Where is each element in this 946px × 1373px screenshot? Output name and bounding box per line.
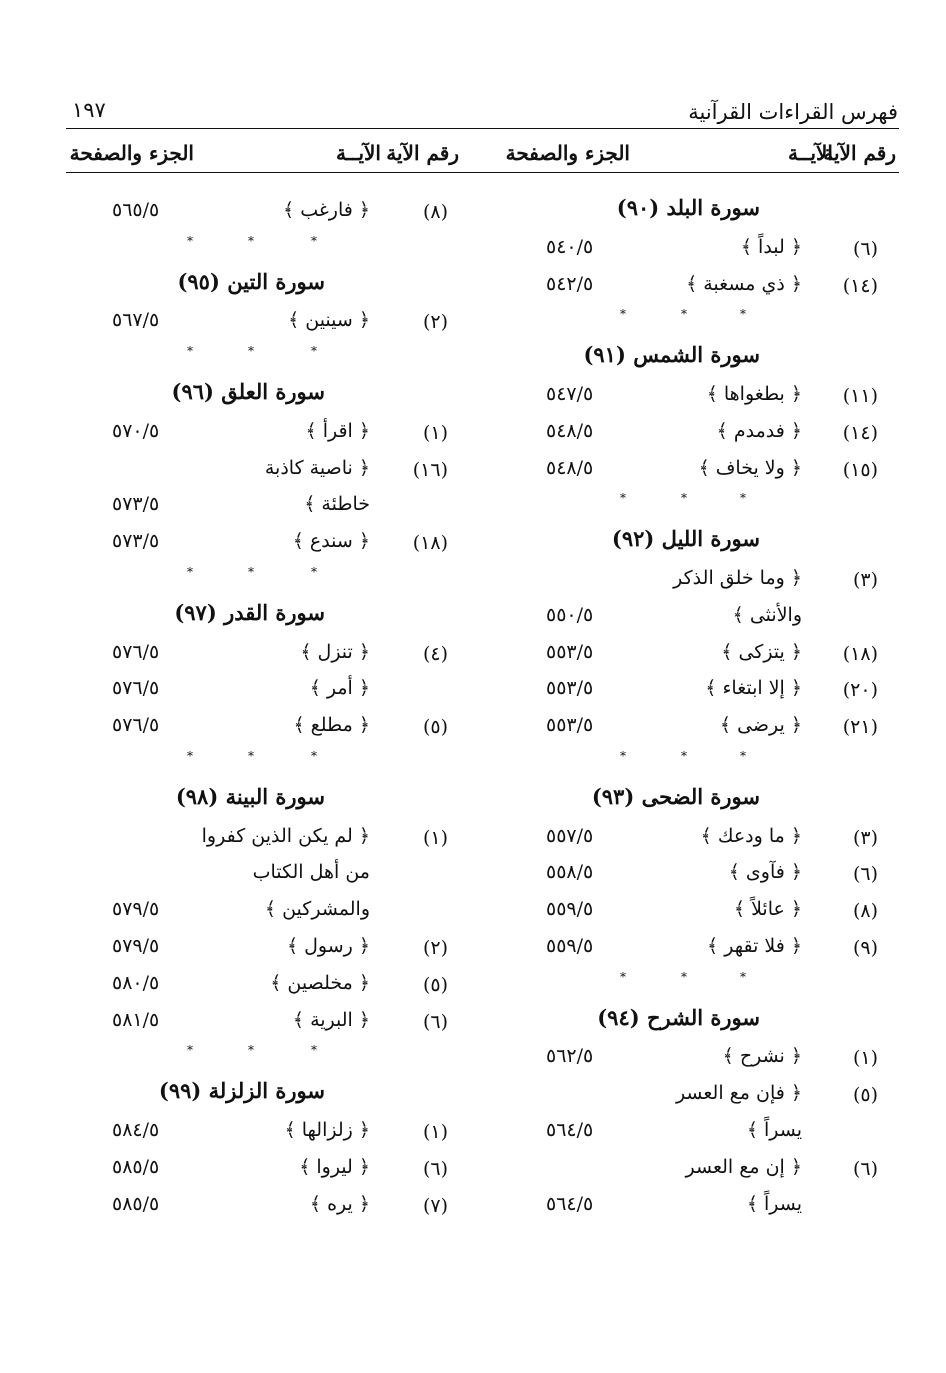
part-page-ref: ٥٨٥/٥ (112, 1155, 160, 1178)
verse-number: (٨) (852, 900, 878, 923)
verse-number: (٦) (852, 863, 878, 886)
index-row (60, 641, 480, 677)
verse-text: ﴿ فدمدم ﴾ (716, 419, 802, 442)
verse-text: ﴿ زلزالها ﴾ (284, 1119, 370, 1141)
verse-number: (٤) (422, 642, 448, 665)
section-separator (60, 565, 480, 585)
verse-number: (٩) (852, 937, 878, 959)
verse-text: ﴿ نشرح ﴾ (722, 1045, 802, 1068)
verse-number: (١٤) (842, 274, 878, 297)
verse-text: ﴿ لبداً ﴾ (740, 235, 802, 258)
index-row (60, 1119, 480, 1155)
index-row (480, 457, 900, 493)
index-row (60, 309, 480, 345)
right-index-column (480, 0, 900, 1373)
verse-number: (١١) (842, 385, 878, 407)
verse-number: (١) (422, 826, 448, 849)
left-header-verse: الآيــة (336, 141, 381, 165)
index-row (480, 1082, 900, 1118)
right-header-verse-no: رقم الآية (823, 141, 896, 165)
part-page-ref: ٥٨٥/٥ (112, 1192, 160, 1215)
part-page-ref: ٥٤٨/٥ (546, 456, 594, 479)
verse-text: ﴿ مطلع ﴾ (293, 714, 370, 737)
part-page-ref: ٥٦٤/٥ (546, 1192, 594, 1215)
left-header-part-page: الجزء والصفحة (69, 141, 194, 165)
verse-text: ﴿ ذي مسغبة ﴾ (686, 272, 802, 295)
surah-heading: سورة الضحى (٩٣) (591, 783, 760, 809)
verse-text: ﴿ مخلصين ﴾ (270, 971, 370, 994)
part-page-ref: ٥٥٣/٥ (546, 677, 594, 700)
verse-text: ﴿ بطغواها ﴾ (706, 383, 802, 405)
index-row (60, 493, 480, 529)
verse-number: (٣) (852, 569, 878, 591)
index-row (60, 457, 480, 493)
verse-text: ﴿ ما ودعك ﴾ (700, 824, 802, 847)
index-row (60, 935, 480, 971)
section-separator (60, 749, 480, 769)
verse-number: (٥) (852, 1084, 878, 1107)
section-separator (480, 749, 900, 769)
index-row (480, 1193, 900, 1229)
index-row (480, 567, 900, 603)
separator-asterisk: * (681, 749, 687, 763)
verse-number: (١٤) (842, 421, 878, 444)
verse-number: (٨) (422, 201, 448, 223)
verse-text: يسراً ﴾ (746, 1192, 802, 1215)
index-row (60, 898, 480, 934)
index-row (480, 420, 900, 456)
part-page-ref: ٥٨٠/٥ (112, 971, 160, 994)
left-header-verse-no: رقم الآية (386, 141, 459, 165)
separator-asterisk: * (311, 565, 317, 579)
section-separator (60, 344, 480, 364)
separator-asterisk: * (248, 233, 254, 248)
verse-number: (٦) (852, 237, 878, 260)
part-page-ref: ٥٧٦/٥ (112, 677, 160, 700)
index-row (60, 199, 480, 235)
index-row (480, 861, 900, 897)
separator-asterisk: * (681, 969, 687, 984)
verse-text: ﴿ ولا يخاف ﴾ (698, 456, 802, 479)
surah-heading: سورة الزلزلة (٩٩) (158, 1078, 325, 1104)
part-page-ref: ٥٧٠/٥ (112, 419, 160, 442)
verse-number: (١٥) (842, 458, 878, 481)
separator-asterisk: * (311, 344, 317, 359)
verse-number: (٢٠) (842, 679, 878, 702)
separator-asterisk: * (740, 749, 746, 763)
separator-asterisk: * (248, 1043, 254, 1058)
index-row (480, 677, 900, 713)
index-row (60, 677, 480, 713)
verse-number: (٦) (422, 1010, 448, 1033)
verse-number: (٢) (422, 311, 448, 334)
verse-text: ﴿ سندع ﴾ (292, 530, 370, 553)
separator-asterisk: * (681, 491, 687, 506)
section-separator (480, 307, 900, 327)
verse-text: ﴿ يره ﴾ (309, 1192, 370, 1215)
index-row (60, 714, 480, 750)
index-row (60, 861, 480, 897)
separator-asterisk: * (620, 307, 626, 322)
verse-number: (٧) (422, 1194, 448, 1217)
index-row (60, 420, 480, 456)
part-page-ref: ٥٧٩/٥ (112, 898, 160, 921)
verse-number: (١) (422, 1121, 448, 1143)
index-row (60, 1156, 480, 1192)
part-page-ref: ٥٥٠/٥ (546, 603, 594, 626)
index-row (60, 530, 480, 566)
surah-heading: سورة الليل (٩٢) (611, 526, 760, 552)
running-header-title: فهرس القراءات القرآنية (688, 100, 898, 124)
verse-number: (١) (852, 1047, 878, 1070)
verse-text: ﴿ سينين ﴾ (288, 309, 370, 332)
separator-asterisk: * (620, 749, 626, 763)
separator-asterisk: * (311, 1043, 317, 1058)
part-page-ref: ٥٦٧/٥ (112, 309, 160, 332)
verse-number: (١٨) (842, 642, 878, 665)
verse-text: ﴿ لم يكن الذين كفروا (201, 824, 370, 847)
separator-asterisk: * (311, 749, 317, 763)
verse-text: ﴿ فلا تقهر ﴾ (707, 935, 802, 957)
part-page-ref: ٥٥٩/٥ (546, 898, 594, 921)
separator-asterisk: * (187, 565, 193, 579)
part-page-ref: ٥٧٣/٥ (112, 530, 160, 553)
verse-text: خاطئة ﴾ (304, 493, 370, 516)
verse-text: ﴿ اقرأ ﴾ (305, 419, 370, 442)
separator-asterisk: * (248, 344, 254, 359)
separator-asterisk: * (187, 233, 193, 248)
index-row (60, 1009, 480, 1045)
verse-text: ﴿ أمر ﴾ (309, 677, 370, 700)
verse-text: يسراً ﴾ (746, 1119, 802, 1141)
surah-heading: سورة البلد (٩٠) (616, 195, 760, 220)
index-row (480, 641, 900, 677)
section-separator (480, 491, 900, 511)
verse-text: ﴿ فإن مع العسر (675, 1082, 802, 1105)
index-row (480, 273, 900, 309)
part-page-ref: ٥٨٤/٥ (112, 1119, 160, 1141)
index-row (480, 1045, 900, 1081)
separator-asterisk: * (620, 491, 626, 506)
verse-number: (٥) (422, 716, 448, 739)
index-row (480, 1156, 900, 1192)
index-row (480, 714, 900, 750)
separator-asterisk: * (187, 1043, 193, 1058)
separator-asterisk: * (620, 969, 626, 984)
verse-text: ﴿ ناصية كاذبة (264, 456, 370, 479)
verse-text: ﴿ تنزل ﴾ (300, 640, 370, 663)
separator-asterisk: * (248, 749, 254, 763)
verse-text: والأنثى ﴾ (732, 603, 802, 626)
part-page-ref: ٥٥٧/٥ (546, 824, 594, 847)
verse-text: ﴿ فآوى ﴾ (728, 861, 802, 884)
index-row (60, 972, 480, 1008)
part-page-ref: ٥٦٤/٥ (546, 1119, 594, 1141)
surah-heading: سورة الشرح (٩٤) (597, 1004, 760, 1030)
separator-asterisk: * (740, 491, 746, 506)
verse-number: (١) (422, 421, 448, 444)
separator-asterisk: * (740, 969, 746, 984)
verse-number: (٣) (852, 826, 878, 849)
separator-asterisk: * (740, 307, 746, 322)
right-header-verse: الآيــة (788, 141, 833, 165)
page-number: ١٩٧ (72, 98, 106, 122)
index-row (480, 236, 900, 272)
verse-number: (٦) (422, 1157, 448, 1180)
index-row (480, 825, 900, 861)
verse-number: (١٦) (412, 458, 448, 481)
part-page-ref: ٥٨١/٥ (112, 1008, 160, 1031)
surah-heading: سورة القدر (٩٧) (174, 599, 325, 625)
verse-number: (٥) (422, 973, 448, 996)
index-row (480, 898, 900, 934)
verse-text: ﴿ يرضى ﴾ (719, 714, 802, 737)
verse-text: ﴿ فارغب ﴾ (283, 199, 370, 221)
verse-text: ﴿ البرية ﴾ (292, 1008, 370, 1031)
surah-heading: سورة التين (٩٥) (177, 268, 325, 294)
verse-text: من أهل الكتاب (252, 861, 370, 884)
verse-text: والمشركين ﴾ (264, 898, 370, 921)
section-separator (60, 1043, 480, 1063)
part-page-ref: ٥٥٣/٥ (546, 714, 594, 737)
separator-asterisk: * (311, 233, 317, 248)
section-separator (480, 970, 900, 990)
part-page-ref: ٥٦٢/٥ (546, 1045, 594, 1068)
surah-heading: سورة البينة (٩٨) (175, 783, 325, 809)
verse-text: ﴿ يتزكى ﴾ (721, 640, 802, 663)
index-row (480, 1119, 900, 1155)
verse-text: ﴿ رسول ﴾ (286, 935, 370, 957)
part-page-ref: ٥٥٨/٥ (546, 861, 594, 884)
part-page-ref: ٥٧٣/٥ (112, 493, 160, 516)
verse-text: ﴿ إلا ابتغاء ﴾ (705, 677, 802, 700)
surah-heading: سورة الشمس (٩١) (583, 342, 760, 368)
verse-text: ﴿ وما خلق الذكر (673, 567, 802, 589)
verse-number: (٢١) (842, 716, 878, 739)
right-header-part-page: الجزء والصفحة (505, 141, 630, 165)
separator-asterisk: * (187, 344, 193, 359)
part-page-ref: ٥٤٢/٥ (546, 272, 594, 295)
index-row (60, 1193, 480, 1229)
verse-number: (١٨) (412, 532, 448, 555)
separator-asterisk: * (187, 749, 193, 763)
part-page-ref: ٥٦٥/٥ (112, 199, 160, 221)
index-row (480, 383, 900, 419)
verse-number: (٦) (852, 1157, 878, 1180)
verse-text: ﴿ عائلاً ﴾ (733, 898, 802, 921)
index-row (60, 825, 480, 861)
part-page-ref: ٥٧٦/٥ (112, 640, 160, 663)
left-index-column (60, 0, 480, 1373)
part-page-ref: ٥٧٩/٥ (112, 935, 160, 957)
part-page-ref: ٥٧٦/٥ (112, 714, 160, 737)
separator-asterisk: * (248, 565, 254, 579)
index-row (480, 935, 900, 971)
separator-asterisk: * (681, 307, 687, 322)
part-page-ref: ٥٥٣/٥ (546, 640, 594, 663)
part-page-ref: ٥٤٠/٥ (546, 235, 594, 258)
section-separator (60, 234, 480, 254)
surah-heading: سورة العلق (٩٦) (171, 379, 325, 404)
part-page-ref: ٥٤٨/٥ (546, 419, 594, 442)
verse-text: ﴿ ليروا ﴾ (299, 1155, 370, 1178)
index-row (480, 604, 900, 640)
verse-text: ﴿ إن مع العسر (685, 1155, 802, 1178)
part-page-ref: ٥٥٩/٥ (546, 935, 594, 957)
part-page-ref: ٥٤٧/٥ (546, 383, 594, 405)
verse-number: (٢) (422, 937, 448, 959)
